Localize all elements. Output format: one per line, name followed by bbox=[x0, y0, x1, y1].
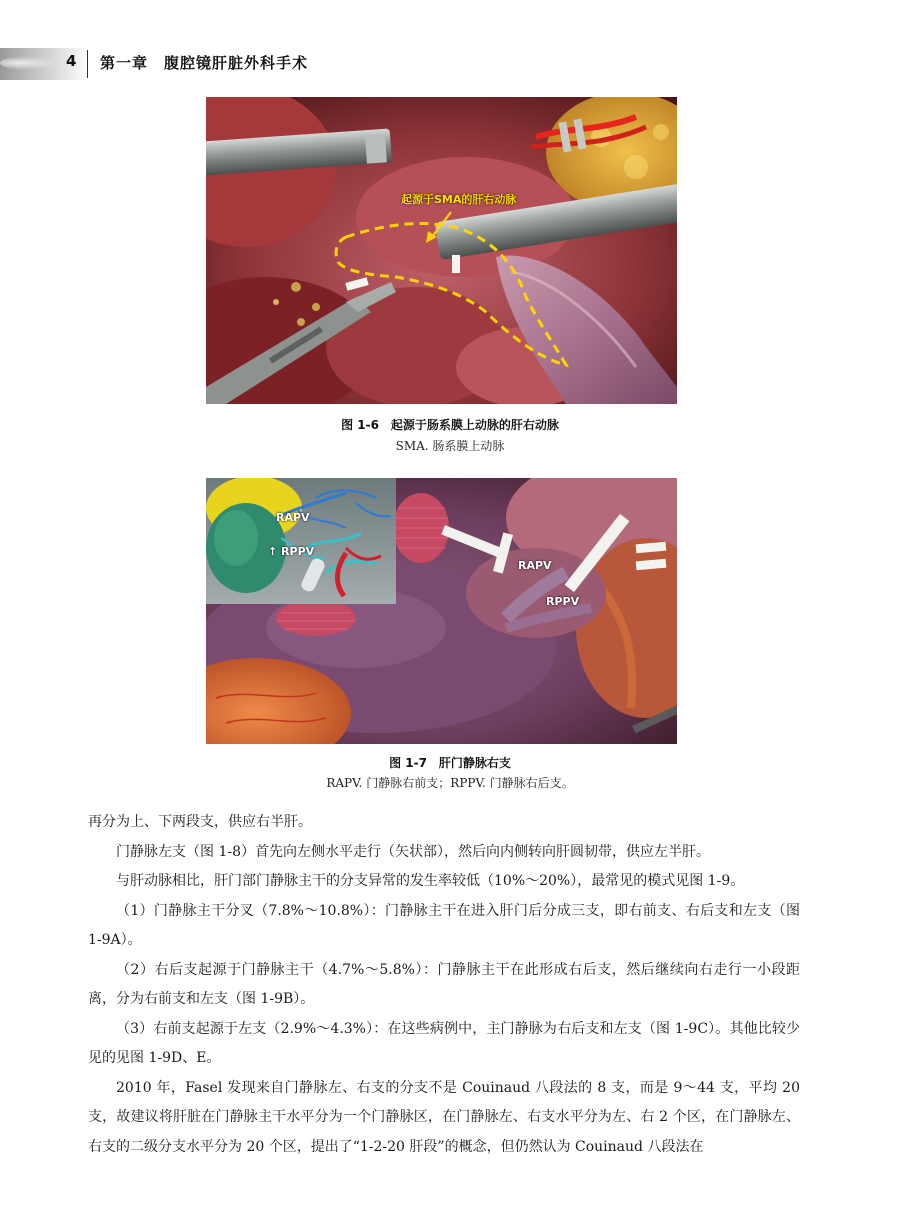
header-divider bbox=[87, 50, 88, 78]
body-paragraph: 与肝动脉相比，肝门部门静脉主干的分支异常的发生率较低（10%～20%），最常见的模式见图 1-9。 bbox=[116, 873, 745, 889]
figure-1-6-photo bbox=[206, 97, 677, 404]
header-swoosh bbox=[0, 56, 60, 70]
body-paragraph: 再分为上、下两段支，供应右半肝。 bbox=[88, 814, 312, 830]
figure-1-7-inset-label-rapv: RAPV bbox=[276, 511, 310, 524]
figure-1-6-annotation: 起源于SMA的肝右动脉 bbox=[401, 193, 517, 206]
figure-1-7-label-rapv: RAPV bbox=[518, 559, 552, 572]
figure-1-6-caption-note: SMA. 肠系膜上动脉 bbox=[395, 439, 505, 453]
figure-1-6-surgical-image bbox=[206, 97, 677, 404]
body-paragraph: 2010 年，Fasel 发现来自门静脉左、右支的分支不是 Couinaud 八段法的 8 支，而是 9～44 支，平均 20 支，故建议将肝脏在门静脉主干水平分为一个门静脉区，在门静脉左、右支水平分为左、右 2 个区，在门静脉左、右支的二级分支水平分为 20 个区，提出了“1-2-20 肝段”的概念，但仍然认为 Couinaud 八段法在 bbox=[88, 1079, 800, 1155]
figure-1-6-caption-title: 图 1-6 起源于肠系膜上动脉的肝右动脉 bbox=[341, 418, 559, 432]
figure-1-7-caption-note: RAPV. 门静脉右前支；RPPV. 门静脉右后支。 bbox=[326, 776, 574, 790]
figure-1-7-label-rppv: RPPV bbox=[546, 595, 580, 608]
chapter-title: 第一章 腹腔镜肝脏外科手术 bbox=[100, 54, 309, 72]
figure-1-7-photo bbox=[206, 478, 677, 744]
body-paragraph: （1）门静脉主干分叉（7.8%～10.8%）：门静脉主干在进入肝门后分成三支，即右前支、右后支和左支（图 1-9A）。 bbox=[88, 902, 800, 948]
figure-1-7-inset-label-rppv: ↑ RPPV bbox=[268, 545, 315, 558]
page-number: 4 bbox=[66, 52, 77, 70]
body-paragraph: （3）右前支起源于左支（2.9%～4.3%）：在这些病例中，主门静脉为右后支和左支（图 1-9C）。其他比较少见的见图 1-9D、E。 bbox=[88, 1020, 800, 1066]
body-paragraph: （2）右后支起源于门静脉主干（4.7%～5.8%）：门静脉主干在此形成右后支，然后继续向右走行一小段距离，分为右前支和左支（图 1-9B）。 bbox=[88, 961, 800, 1007]
figure-1-7-caption-title: 图 1-7 肝门静脉右支 bbox=[389, 756, 511, 770]
body-text bbox=[88, 808, 800, 1162]
body-paragraph: 门静脉左支（图 1-8）首先向左侧水平走行（矢状部），然后向内侧转向肝圆韧带，供应左半肝。 bbox=[116, 843, 710, 860]
